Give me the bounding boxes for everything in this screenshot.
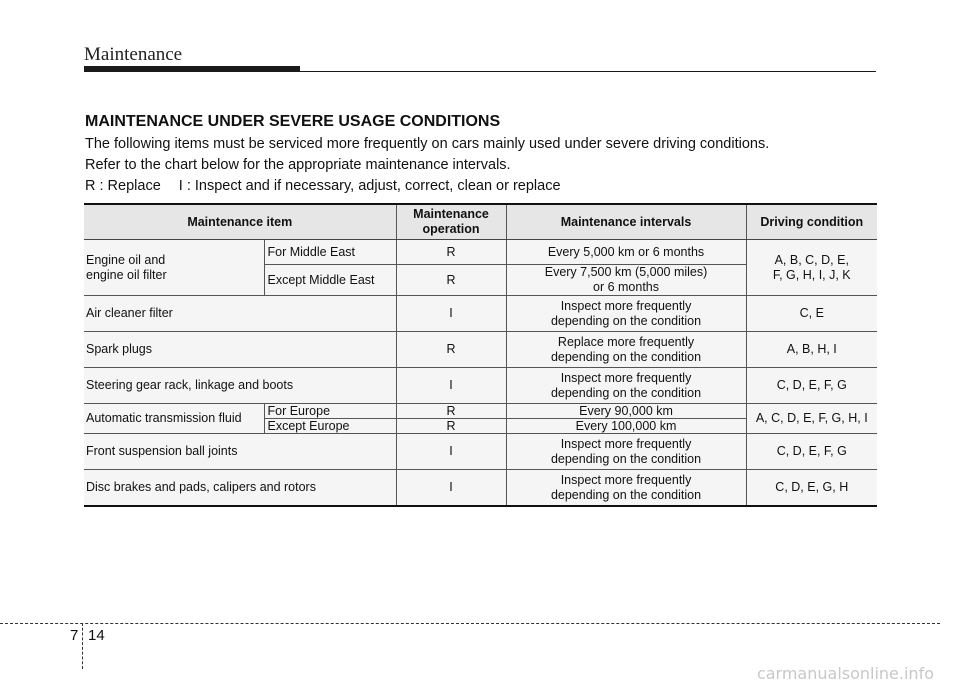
interval-cell: Every 5,000 km or 6 months xyxy=(506,240,746,265)
maintenance-table xyxy=(84,203,877,507)
legend-inspect: I : Inspect and if necessary, adjust, correct, clean or replace xyxy=(178,178,561,194)
page-number: 14 xyxy=(88,627,105,644)
condition-cell: C, D, E, G, H xyxy=(746,470,877,507)
item-spark-plugs: Spark plugs xyxy=(84,332,396,368)
interval-cell: Every 100,000 km xyxy=(506,419,746,434)
interval-cell: Every 7,500 km (5,000 miles) or 6 months xyxy=(506,265,746,296)
operation-cell: I xyxy=(396,296,506,332)
item-steering: Steering gear rack, linkage and boots xyxy=(84,368,396,404)
intro-text-2: Refer to the chart below for the appropriate maintenance intervals. xyxy=(85,157,511,173)
table-row xyxy=(84,332,877,368)
operation-cell: R xyxy=(396,404,506,419)
table-row xyxy=(84,434,877,470)
legend-replace: R : Replace xyxy=(85,178,161,194)
condition-cell: A, B, C, D, E, F, G, H, I, J, K xyxy=(746,240,877,296)
header-rule xyxy=(300,71,876,72)
operation-cell: R xyxy=(396,332,506,368)
table-row xyxy=(84,296,877,332)
header-bar xyxy=(84,66,300,72)
condition-cell: C, D, E, F, G xyxy=(746,434,877,470)
table-row xyxy=(84,240,877,265)
operation-cell: R xyxy=(396,240,506,265)
interval-cell: Every 90,000 km xyxy=(506,404,746,419)
operation-cell: I xyxy=(396,434,506,470)
item-air-cleaner: Air cleaner filter xyxy=(84,296,396,332)
intro-text-1: The following items must be serviced more frequently on cars mainly used under severe driving conditions. xyxy=(85,136,770,152)
legend xyxy=(85,178,561,194)
interval-cell: Replace more frequently depending on the condition xyxy=(506,332,746,368)
sub-middle-east: For Middle East xyxy=(264,240,396,265)
page-header-title: Maintenance xyxy=(84,44,183,65)
header-driving-condition: Driving condition xyxy=(746,204,877,240)
operation-cell: R xyxy=(396,419,506,434)
table-header-row xyxy=(84,204,877,240)
header-maintenance-operation: Maintenance operation xyxy=(396,204,506,240)
condition-cell: A, C, D, E, F, G, H, I xyxy=(746,404,877,434)
interval-cell: Inspect more frequently depending on the condition xyxy=(506,296,746,332)
condition-cell: C, E xyxy=(746,296,877,332)
header-maintenance-intervals: Maintenance intervals xyxy=(506,204,746,240)
footer-vertical-divider xyxy=(82,623,83,669)
item-engine-oil: Engine oil and engine oil filter xyxy=(84,240,264,296)
watermark: carmanualsonline.info xyxy=(756,664,934,683)
table-row xyxy=(84,368,877,404)
condition-cell: A, B, H, I xyxy=(746,332,877,368)
operation-cell: I xyxy=(396,470,506,507)
table-row xyxy=(84,404,877,419)
operation-cell: I xyxy=(396,368,506,404)
interval-cell: Inspect more frequently depending on the condition xyxy=(506,368,746,404)
operation-cell: R xyxy=(396,265,506,296)
item-brakes: Disc brakes and pads, calipers and rotors xyxy=(84,470,396,507)
section-title: MAINTENANCE UNDER SEVERE USAGE CONDITIONS xyxy=(85,113,501,130)
interval-cell: Inspect more frequently depending on the condition xyxy=(506,434,746,470)
sub-except-middle-east: Except Middle East xyxy=(264,265,396,296)
page-chapter: 7 xyxy=(70,627,79,644)
table-row xyxy=(84,470,877,507)
header-maintenance-item: Maintenance item xyxy=(84,204,396,240)
sub-except-europe: Except Europe xyxy=(264,419,396,434)
item-atf: Automatic transmission fluid xyxy=(84,404,264,434)
sub-for-europe: For Europe xyxy=(264,404,396,419)
condition-cell: C, D, E, F, G xyxy=(746,368,877,404)
item-ball-joints: Front suspension ball joints xyxy=(84,434,396,470)
footer-divider xyxy=(0,623,940,624)
interval-cell: Inspect more frequently depending on the condition xyxy=(506,470,746,507)
